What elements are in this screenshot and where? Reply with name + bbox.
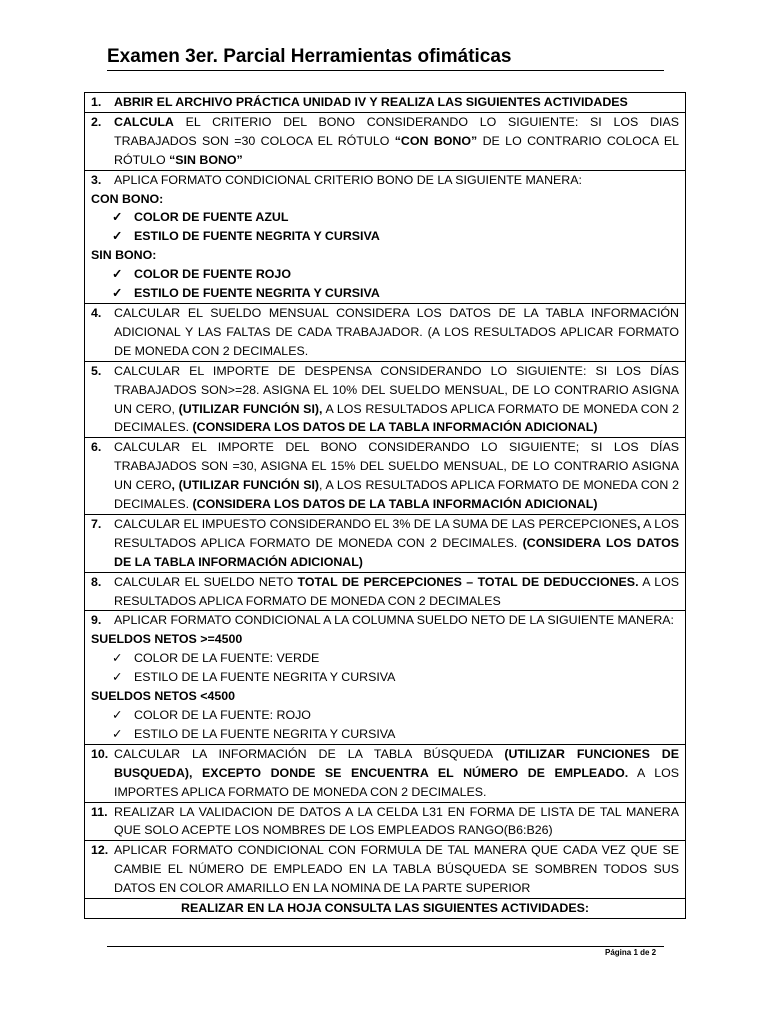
task-row-9 xyxy=(85,611,686,744)
task-number: 6. xyxy=(91,440,102,455)
list-item: ✓ COLOR DE LA FUENTE: VERDE xyxy=(112,649,679,668)
task-row-11 xyxy=(85,802,686,841)
task-text: REALIZAR LA VALIDACION DE DATOS A LA CELDA L31 EN FORMA DE LISTA DE TAL MANERA QUE SOLO ACEPTE LOS NOMBRES DE LOS EMPLEADOS RANGO(B6:B26) xyxy=(114,804,679,838)
task-number: 7. xyxy=(91,516,102,531)
page-number: Página 1 de 2 xyxy=(605,948,657,957)
list-item: ✓ COLOR DE FUENTE AZUL xyxy=(112,208,679,227)
task-row-7 xyxy=(85,514,686,572)
task-number: 9. xyxy=(91,613,102,628)
task-table xyxy=(84,92,686,919)
checkmark-icon: ✓ xyxy=(112,670,123,685)
checkmark-icon: ✓ xyxy=(112,267,123,282)
task-number: 8. xyxy=(91,574,102,589)
threshold-label-high: SUELDOS NETOS >=4500 xyxy=(91,632,243,647)
task-number: 1. xyxy=(91,95,102,109)
checkmark-icon: ✓ xyxy=(112,229,123,244)
task-text: ABRIR EL ARCHIVO PRÁCTICA UNIDAD IV Y REALIZA LAS SIGUIENTES ACTIVIDADES xyxy=(114,95,628,109)
con-bono-label: CON BONO: xyxy=(91,191,164,206)
task-text: CALCULAR EL SUELDO MENSUAL CONSIDERA LOS DATOS DE LA TABLA INFORMACIÓN ADICIONAL Y LAS FALTAS DE CADA TRABAJADOR. (A LOS RESULTADOS APLICAR FORMATO DE MONEDA CON 2 DECIMALES. xyxy=(114,305,679,358)
task-text: CALCULAR EL IMPORTE DE DESPENSA CONSIDERANDO LO SIGUIENTE: SI LOS DÍAS TRABAJADOS SON>=28. ASIGNA EL 10% DEL SUELDO MENSUAL, DE LO CONTRARIO ASIGNA UN CERO, (UTILIZAR FUNCIÓN SI), A LOS RESULTADOS APLICA FORMATO DE MONEDA CON 2 DECIMALES. (CONSIDERA LOS DATOS DE LA TABLA INFORMACIÓN ADICIONAL) xyxy=(114,363,679,435)
task-number: 11. xyxy=(91,804,108,819)
checkmark-icon: ✓ xyxy=(112,726,123,741)
task-text: CALCULAR EL SUELDO NETO TOTAL DE PERCEPCIONES – TOTAL DE DEDUCCIONES. A LOS RESULTADOS APLICA FORMATO DE MONEDA CON 2 DECIMALES xyxy=(114,574,680,608)
task-text: APLICA FORMATO CONDICIONAL CRITERIO BONO DE LA SIGUIENTE MANERA: xyxy=(114,172,582,187)
task-row-6 xyxy=(85,438,686,515)
task-text: CALCULAR LA INFORMACIÓN DE LA TABLA BÚSQUEDA (UTILIZAR FUNCIONES DE BUSQUEDA), EXCEPTO DONDE SE ENCUENTRA EL NÚMERO DE EMPLEADO. A LOS IMPORTES APLICA FORMATO DE MONEDA CON 2 DECIMALES. xyxy=(114,746,679,799)
list-item: ✓ ESTILO DE LA FUENTE NEGRITA Y CURSIVA xyxy=(112,668,679,687)
task-number: 4. xyxy=(91,305,102,320)
task-number: 3. xyxy=(91,172,102,187)
title-rule xyxy=(107,70,664,71)
task-row-8 xyxy=(85,572,686,611)
task-text: CALCULA EL CRITERIO DEL BONO CONSIDERANDO LO SIGUIENTE: SI LOS DIAS TRABAJADOS SON =30 COLOCA EL RÓTULO “CON BONO” DE LO CONTRARIO COLOCA EL RÓTULO “SIN BONO” xyxy=(114,114,679,167)
list-item: ✓ ESTILO DE FUENTE NEGRITA Y CURSIVA xyxy=(112,227,679,246)
list-item: ✓ COLOR DE FUENTE ROJO xyxy=(112,265,679,284)
document-title: Examen 3er. Parcial Herramientas ofimáticas xyxy=(107,46,512,67)
sin-bono-label: SIN BONO: xyxy=(91,248,157,263)
task-row-12 xyxy=(85,841,686,899)
list-item: ✓ COLOR DE LA FUENTE: ROJO xyxy=(112,706,679,725)
task-number: 12. xyxy=(91,843,109,858)
footer-rule xyxy=(107,946,664,947)
task-number: 10. xyxy=(91,746,109,761)
list-item: ✓ ESTILO DE FUENTE NEGRITA Y CURSIVA xyxy=(112,284,679,303)
task-row-10 xyxy=(85,744,686,802)
final-row xyxy=(85,899,686,919)
task-row-2 xyxy=(85,112,686,170)
task-text: CALCULAR EL IMPUESTO CONSIDERANDO EL 3% DE LA SUMA DE LAS PERCEPCIONES, A LOS RESULTADOS APLICA FORMATO DE MONEDA CON 2 DECIMALES. (CONSIDERA LOS DATOS DE LA TABLA INFORMACIÓN ADICIONAL) xyxy=(114,516,679,569)
threshold-label-low: SUELDOS NETOS <4500 xyxy=(91,689,236,704)
task-number: 2. xyxy=(91,114,102,129)
final-instruction: REALIZAR EN LA HOJA CONSULTA LAS SIGUIENTES ACTIVIDADES: xyxy=(181,901,589,916)
task-row-3 xyxy=(85,170,686,303)
checkmark-icon: ✓ xyxy=(112,708,123,722)
task-number: 5. xyxy=(91,363,102,378)
checkmark-icon: ✓ xyxy=(112,286,123,301)
task-row-4 xyxy=(85,303,686,361)
task-row-1 xyxy=(85,93,686,113)
task-row-5 xyxy=(85,361,686,438)
list-item: ✓ ESTILO DE LA FUENTE NEGRITA Y CURSIVA xyxy=(112,725,679,744)
task-text: APLICAR FORMATO CONDICIONAL A LA COLUMNA SUELDO NETO DE LA SIGUIENTE MANERA: xyxy=(114,613,675,628)
task-text: CALCULAR EL IMPORTE DEL BONO CONSIDERANDO LO SIGUIENTE; SI LOS DÍAS TRABAJADOS SON =30, ASIGNA EL 15% DEL SUELDO MENSUAL, DE LO CONTRARIO ASIGNA UN CERO, (UTILIZAR FUNCIÓN SI), A LOS RESULTADOS APLICA FORMATO DE MONEDA CON 2 DECIMALES. (CONSIDERA LOS DATOS DE LA TABLA INFORMACIÓN ADICIONAL) xyxy=(114,440,680,512)
task-text: APLICAR FORMATO CONDICIONAL CON FORMULA DE TAL MANERA QUE CADA VEZ QUE SE CAMBIE EL NÚMERO DE EMPLEADO EN LA TABLA BÚSQUEDA SE SOMBREN TODOS SUS DATOS EN COLOR AMARILLO EN LA NOMINA DE LA PARTE SUPERIOR xyxy=(114,843,679,896)
checkmark-icon: ✓ xyxy=(112,210,123,225)
checkmark-icon: ✓ xyxy=(112,651,123,666)
